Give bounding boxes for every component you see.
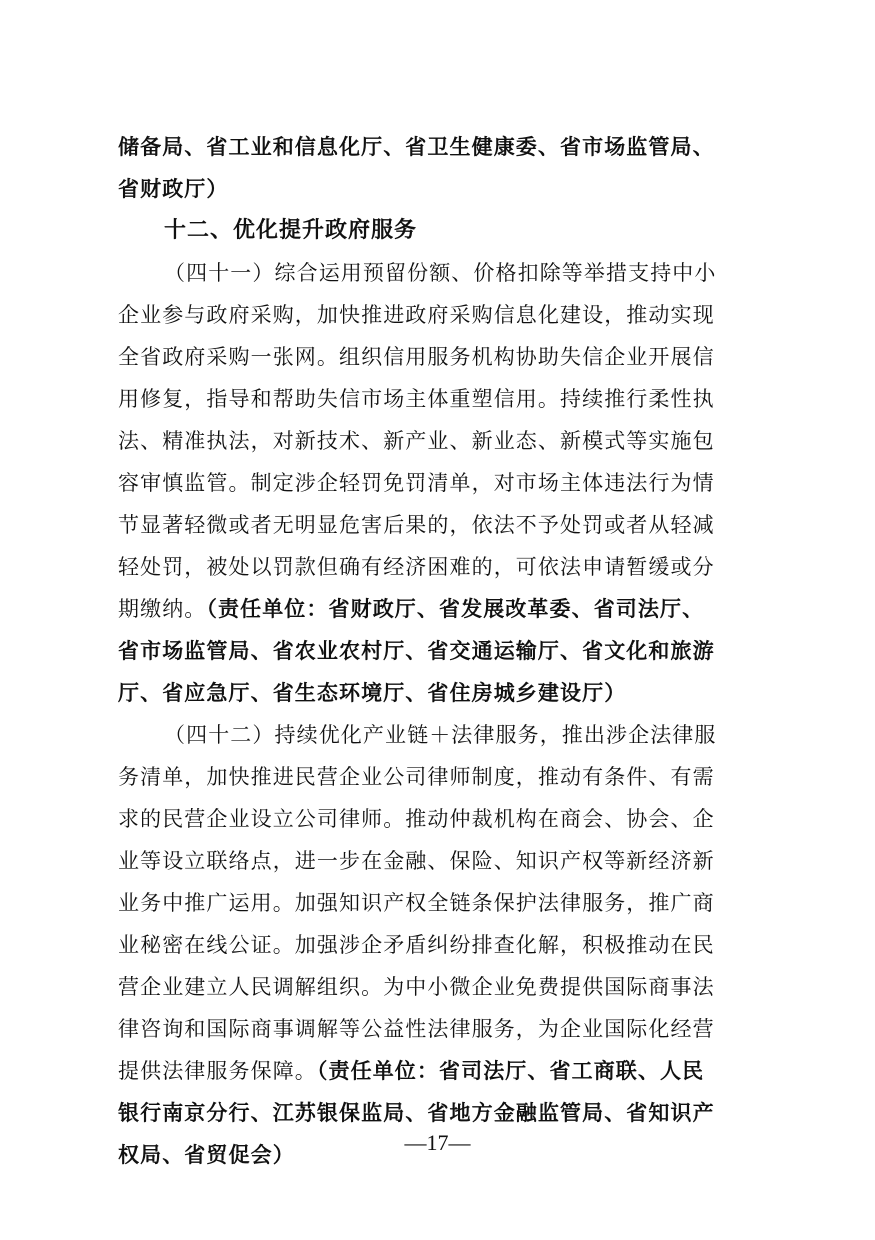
text-normal: 提供法律服务保障。 xyxy=(118,1059,317,1083)
text-line: 营企业建立人民调解组织。为中小微企业免费提供国际商事法 xyxy=(118,975,715,999)
responsibility-line: 厅、省应急厅、省生态环境厅、省住房城乡建设厅） xyxy=(118,680,627,705)
text-line: 律咨询和国际商事调解等公益性法律服务，为企业国际化经营 xyxy=(118,1017,715,1041)
paragraph-42 xyxy=(118,714,758,1176)
text-line: 全省政府采购一张网。组织信用服务机构协助失信企业开展信 xyxy=(118,345,715,369)
responsibility-line: 省市场监管局、省农业农村厅、省交通运输厅、省文化和旅游 xyxy=(118,638,715,663)
text-line: 轻处罚，被处以罚款但确有经济困难的，可依法申请暂缓或分 xyxy=(118,555,715,579)
text-line: 用修复，指导和帮助失信市场主体重塑信用。持续推行柔性执 xyxy=(118,387,715,411)
text-line xyxy=(118,588,758,630)
text-line: 务清单，加快推进民营企业公司律师制度，推动有条件、有需 xyxy=(118,765,715,789)
text-line: 储备局、省工业和信息化厅、省卫生健康委、省市场监管局、 xyxy=(118,134,715,159)
text-line: 企业参与政府采购，加快推进政府采购信息化建设，推动实现 xyxy=(118,303,715,327)
text-line: 容审慎监管。制定涉企轻罚免罚清单，对市场主体违法行为情 xyxy=(118,471,715,495)
text-line: 省财政厅） xyxy=(118,176,229,201)
text-line: （四十一）综合运用预留份额、价格扣除等举措支持中小 xyxy=(164,261,717,285)
text-line xyxy=(118,1050,758,1092)
page-number: —17— xyxy=(404,1130,471,1155)
text-line: （四十二）持续优化产业链＋法律服务，推出涉企法律服 xyxy=(164,723,717,747)
responsibility-line: 银行南京分行、江苏银保监局、省地方金融监管局、省知识产 xyxy=(118,1100,715,1125)
document-body xyxy=(118,126,758,1176)
responsibility-text: （责任单位：省司法厅、省工商联、人民 xyxy=(316,1058,705,1083)
text-line: 法、精准执法，对新技术、新产业、新业态、新模式等实施包 xyxy=(118,429,715,453)
text-line: 求的民营企业设立公司律师。推动仲裁机构在商会、协会、企 xyxy=(118,807,715,831)
text-line: 业等设立联络点，进一步在金融、保险、知识产权等新经济新 xyxy=(118,849,715,873)
paragraph-41 xyxy=(118,252,758,714)
section-heading: 十二、优化提升政府服务 xyxy=(164,218,418,243)
responsibility-text: （责任单位：省财政厅、省发展改革委、省司法厅、 xyxy=(206,596,705,621)
text-line: 业务中推广运用。加强知识产权全链条保护法律服务，推广商 xyxy=(118,891,715,915)
text-line: 业秘密在线公证。加强涉企矛盾纠纷排查化解，积极推动在民 xyxy=(118,933,715,957)
text-line: 节显著轻微或者无明显危害后果的，依法不予处罚或者从轻减 xyxy=(118,513,715,537)
text-normal: 期缴纳。 xyxy=(118,597,207,621)
responsibility-line: 权局、省贸促会） xyxy=(118,1142,295,1167)
